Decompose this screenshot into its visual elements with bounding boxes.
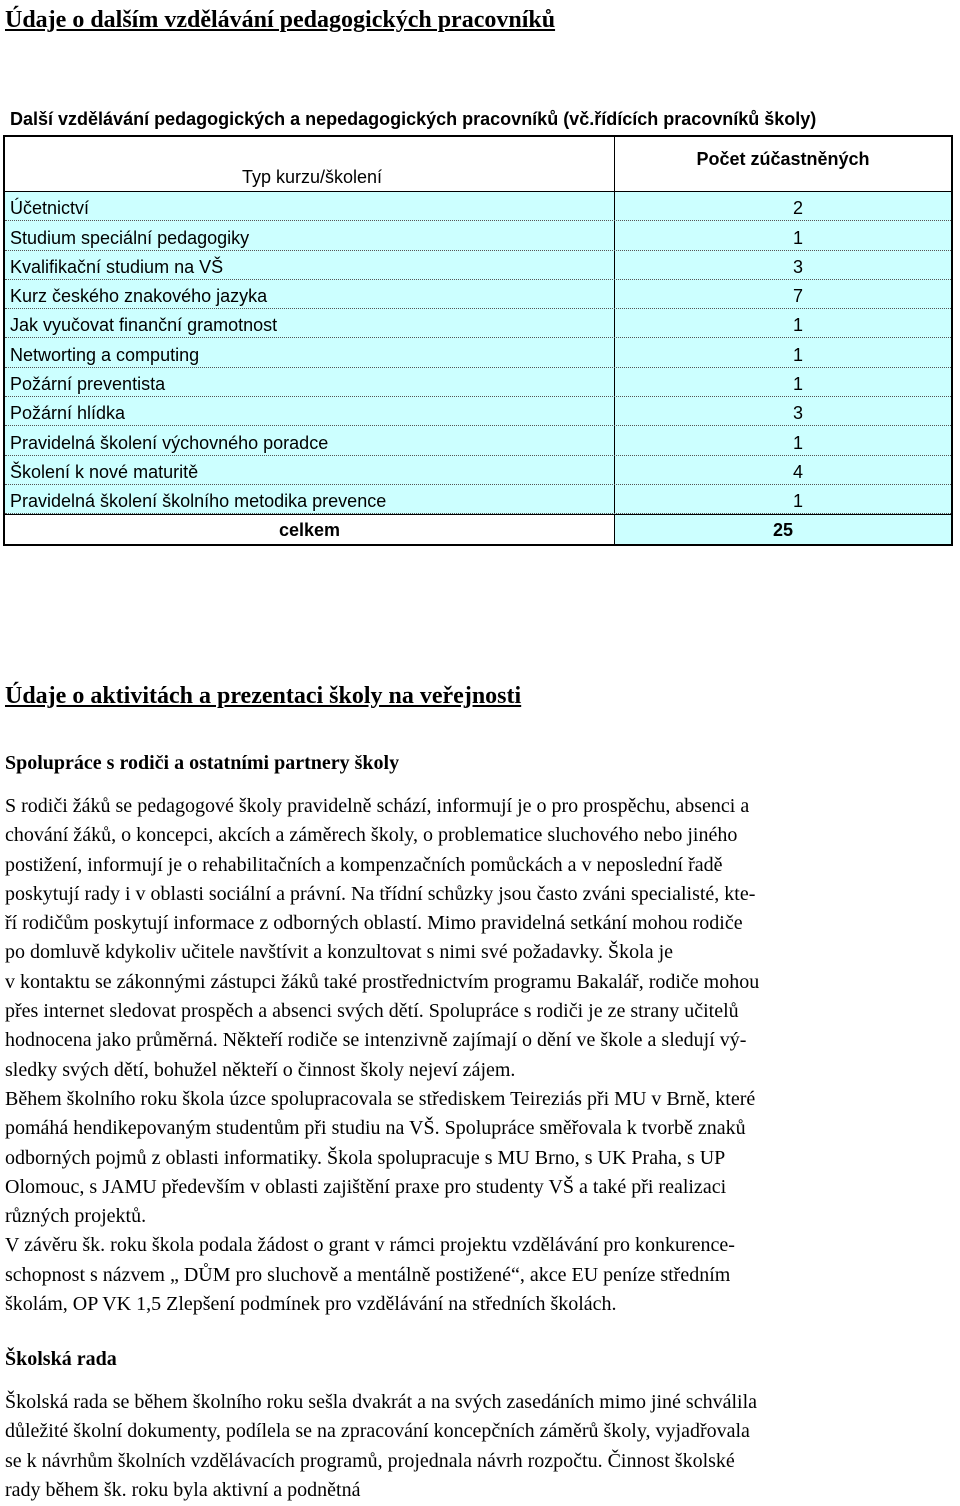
table-total-row xyxy=(5,514,951,544)
participant-count-cell: 1 xyxy=(792,491,803,512)
participant-count-cell: 2 xyxy=(792,198,803,219)
participant-count-cell: 1 xyxy=(792,374,803,395)
participant-count-cell: 4 xyxy=(792,461,803,482)
course-name-cell: Networting a computing xyxy=(5,338,615,366)
table-row xyxy=(5,485,951,514)
text-line: různých projektů. xyxy=(5,1205,147,1228)
text-line: školám, OP VK 1,5 Zlepšení podmínek pro vzdělávání na středních školách. xyxy=(5,1293,617,1316)
table-row xyxy=(5,251,951,280)
text-line: sledky svých dětí, bohužel někteří o činnost školy nejeví zájem. xyxy=(5,1058,516,1081)
text-line: důležité školní dokumenty, podílela se na zpracování koncepčních záměrů školy, vyjadřovala xyxy=(5,1420,750,1443)
text-line: po domluvě kdykoliv učitele navštívit a konzultovat s nimi své požadavky. Škola je xyxy=(5,941,674,964)
course-name-cell: Účetnictví xyxy=(5,192,615,220)
section-text-school-board xyxy=(5,1388,955,1505)
course-name-cell: Školení k nové maturitě xyxy=(5,456,615,484)
course-name-cell: Pravidelná školení výchovného poradce xyxy=(5,426,615,454)
course-name-cell: Jak vyučovat finanční gramotnost xyxy=(5,309,615,337)
participant-count-cell: 1 xyxy=(792,315,803,336)
text-line: hodnocena jako průměrná. Někteří rodiče se intenzivně zajímají o dění ve škole a sledují vý- xyxy=(5,1029,747,1052)
total-value: 25 xyxy=(615,515,951,544)
participant-count-cell: 3 xyxy=(792,403,803,424)
table-row xyxy=(5,368,951,397)
participant-count-cell: 7 xyxy=(792,286,803,307)
course-name-cell: Pravidelná školení školního metodika prevence xyxy=(5,485,615,513)
text-line: Olomouc, s JAMU především v oblasti zajištění praxe pro studenty VŠ a také při realizaci xyxy=(5,1175,727,1198)
section-title-school-board: Školská rada xyxy=(5,1348,117,1370)
participant-count-cell: 3 xyxy=(792,256,803,277)
text-line: se k návrhům školních vzdělávacích programů, projednala návrh rozpočtu. Činnost školské xyxy=(5,1449,735,1472)
text-line: v kontaktu se zákonnými zástupci žáků také prostřednictvím programu Bakalář, rodiče mohou xyxy=(5,970,760,993)
text-line: ří rodičům poskytují informace z odborných oblastí. Mimo pravidelná setkání mohou rodiče xyxy=(5,912,743,935)
participant-count-cell: 1 xyxy=(792,344,803,365)
table-row xyxy=(5,456,951,485)
table-row xyxy=(5,338,951,367)
table-header-row xyxy=(5,137,951,192)
text-line: pomáhá hendikepovaným studentům při studiu na VŠ. Spolupráce směřovala k tvorbě znaků xyxy=(5,1117,746,1140)
participant-count-cell: 1 xyxy=(792,227,803,248)
course-name-cell: Kvalifikační studium na VŠ xyxy=(5,251,615,279)
text-line: schopnost s názvem „ DŮM pro sluchově a mentálně postižené“, akce EU peníze středním xyxy=(5,1263,731,1286)
course-name-cell: Požární hlídka xyxy=(5,397,615,425)
section-text-partners xyxy=(5,792,955,1319)
text-line: postižení, informují je o rehabilitačních a kompenzačních pomůckách a v neposlední řadě xyxy=(5,853,723,876)
training-table xyxy=(3,135,953,546)
table-row xyxy=(5,397,951,426)
section-title-partners: Spolupráce s rodiči a ostatními partnery školy xyxy=(5,752,400,774)
page-heading-training: Údaje o dalším vzdělávání pedagogických pracovníků xyxy=(5,7,556,33)
text-line: Školská rada se během školního roku sešla dvakrát a na svých zasedáních mimo jiné schválila xyxy=(5,1391,758,1413)
text-line: přes internet sledovat prospěch a absenci svých dětí. Spolupráce s rodiči je ze strany učitelů xyxy=(5,1000,739,1023)
column-header-course-type: Typ kurzu/školení xyxy=(5,137,615,191)
course-name-cell: Kurz českého znakového jazyka xyxy=(5,280,615,308)
text-line: odborných pojmů z oblasti informatiky. Škola spolupracuje s MU Brno, s UK Praha, s UP xyxy=(5,1146,726,1169)
table-caption: Další vzdělávání pedagogických a nepedagogických pracovníků (vč.řídících pracovníků školy) xyxy=(10,109,817,129)
table-row xyxy=(5,309,951,338)
text-line: S rodiči žáků se pedagogové školy pravidelně schází, informují je o pro prospěchu, absenci a xyxy=(5,795,750,817)
table-row xyxy=(5,280,951,309)
course-name-cell: Požární preventista xyxy=(5,368,615,396)
table-row xyxy=(5,192,951,221)
column-header-participants: Počet zúčastněných xyxy=(696,149,870,169)
text-line: poskytují rady i v oblasti sociální a právní. Na třídní schůzky jsou často zváni specialisté, kte- xyxy=(5,882,756,905)
table-row xyxy=(5,221,951,250)
text-line: rady během šk. roku byla aktivní a podnětná xyxy=(5,1478,361,1501)
total-label: celkem xyxy=(5,515,615,544)
text-line: Během školního roku škola úzce spolupracovala se střediskem Teireziás při MU v Brně, které xyxy=(5,1087,756,1110)
course-name-cell: Studium speciální pedagogiky xyxy=(5,221,615,249)
participant-count-cell: 1 xyxy=(792,432,803,453)
table-row xyxy=(5,426,951,455)
text-line: V závěru šk. roku škola podala žádost o grant v rámci projektu vzdělávání pro konkurence- xyxy=(5,1234,735,1257)
text-line: chování žáků, o koncepci, akcích a záměrech školy, o problematice sluchového nebo jiného xyxy=(5,824,738,847)
page-heading-activities: Údaje o aktivitách a prezentaci školy na veřejnosti xyxy=(5,683,522,709)
